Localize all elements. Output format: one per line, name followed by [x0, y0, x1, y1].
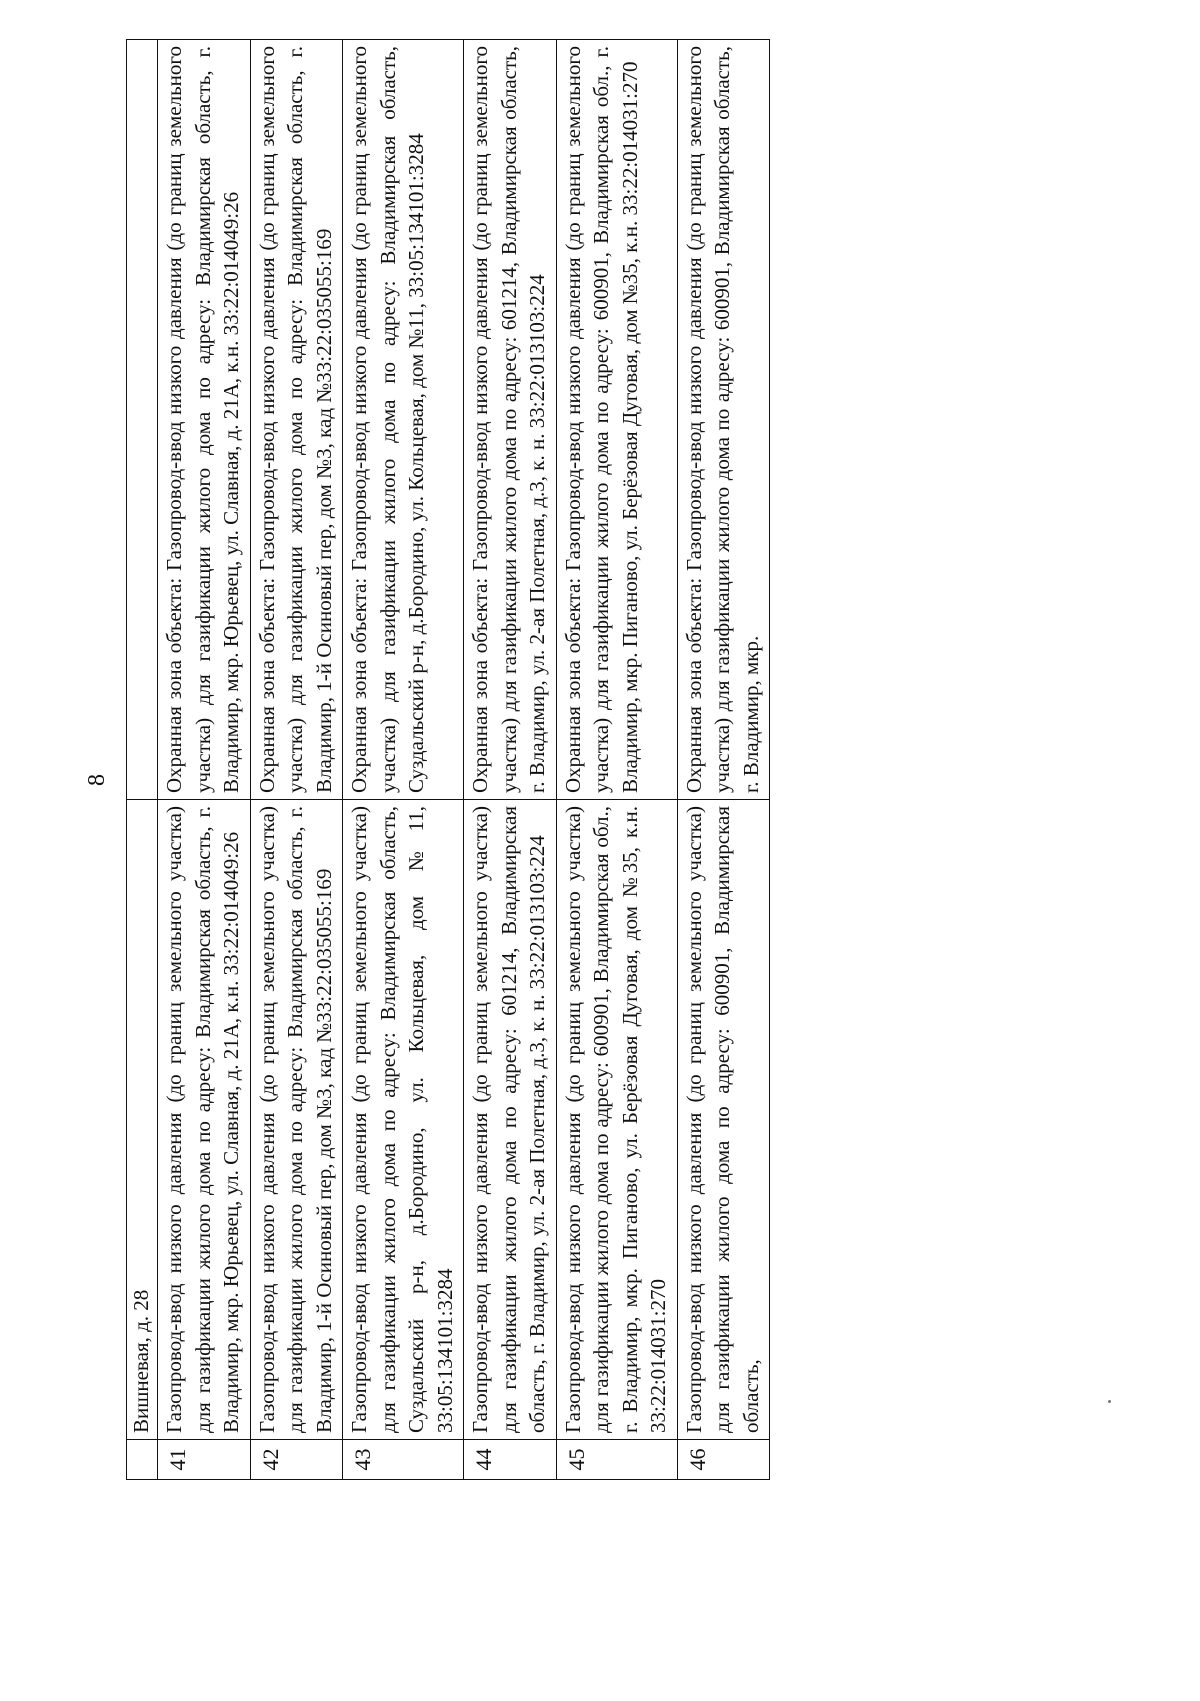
row-number-cell: 42 [250, 1440, 343, 1480]
row-number-cell: 44 [464, 1440, 557, 1480]
protection-zone-cell: Охранная зона объекта: Газопровод-ввод низкого давления (до границ земельного участка) для газификации жилого дома по адресу: Владимирская область, г. Владимир, 1-й Осиновый пер, дом №3, кад №33:22:035055:169 [250, 40, 343, 800]
protection-zone-cell: Охранная зона объекта: Газопровод-ввод низкого давления (до границ земельного участка) для газификации жилого дома по адресу: Владимирская область, г. Владимир, мкр. Юрьевец, ул. Славная, д. 21А, к.н. 33:22:014049:26 [158, 40, 251, 800]
object-description-cell: Вишневая, д. 28 [127, 800, 158, 1440]
table-row [250, 40, 343, 1480]
table-row [677, 40, 770, 1480]
table-body [127, 40, 770, 1480]
table-row-continuation [127, 40, 158, 1480]
table-row [343, 40, 464, 1480]
table-row [556, 40, 677, 1480]
object-description-cell: Газопровод-ввод низкого давления (до границ земельного участка) для газификации жилого дома по адресу: Владимирская область, Суздальский р-н, д.Бородино, ул. Кольцевая, дом №11, 33:05:134101:3284 [343, 800, 464, 1440]
rotated-scanned-page [80, 0, 1120, 1560]
table-row [464, 40, 557, 1480]
row-number-cell [127, 1440, 158, 1480]
scan-speck [1108, 1400, 1111, 1403]
table-row [158, 40, 251, 1480]
row-number-cell: 45 [556, 1440, 677, 1480]
protection-zone-cell: Охранная зона объекта: Газопровод-ввод низкого давления (до границ земельного участка) для газификации жилого дома по адресу: Владимирская область, Суздальский р-н, д.Бородино, ул. Кольцевая, дом №11, 33:05:134101:3284 [343, 40, 464, 800]
object-description-cell: Газопровод-ввод низкого давления (до границ земельного участка) для газификации жилого дома по адресу: 601214, Владимирская область, г. Владимир, ул. 2-ая Полетная, д.3, к. н. 33:22:013103:224 [464, 800, 557, 1440]
protection-zone-cell: Охранная зона объекта: Газопровод-ввод низкого давления (до границ земельного участка) для газификации жилого дома по адресу: 600901, Владимирская обл., г. Владимир, мкр. Пиганово, ул. Берёзовая Дуговая, дом №35, к.н. 33:22:014031:270 [556, 40, 677, 800]
protection-zone-cell: Охранная зона объекта: Газопровод-ввод низкого давления (до границ земельного участка) для газификации жилого дома по адресу: 601214, Владимирская область, г. Владимир, ул. 2-ая Полетная, д.3, к. н. 33:22:013103:224 [464, 40, 557, 800]
object-description-cell: Газопровод-ввод низкого давления (до границ земельного участка) для газификации жилого дома по адресу: 600901, Владимирская область, [677, 800, 770, 1440]
row-number-cell: 46 [677, 1440, 770, 1480]
object-description-cell: Газопровод-ввод низкого давления (до границ земельного участка) для газификации жилого дома по адресу: Владимирская область, г. Владимир, мкр. Юрьевец, ул. Славная, д. 21А, к.н. 33:22:014049:26 [158, 800, 251, 1440]
gas-pipeline-table [126, 39, 770, 1480]
page-number: 8 [84, 774, 110, 786]
object-description-cell: Газопровод-ввод низкого давления (до границ земельного участка) для газификации жилого дома по адресу: 600901, Владимирская обл., г. Владимир, мкр. Пиганово, ул. Берёзовая Дуговая, дом №35, к.н. 33:22:014031:270 [556, 800, 677, 1440]
protection-zone-cell: Охранная зона объекта: Газопровод-ввод низкого давления (до границ земельного участка) для газификации жилого дома по адресу: 600901, Владимирская область, г. Владимир, мкр. [677, 40, 770, 800]
protection-zone-cell [127, 40, 158, 800]
row-number-cell: 43 [343, 1440, 464, 1480]
row-number-cell: 41 [158, 1440, 251, 1480]
object-description-cell: Газопровод-ввод низкого давления (до границ земельного участка) для газификации жилого дома по адресу: Владимирская область, г. Владимир, 1-й Осиновый пер, дом №3, кад №33:22:035055:169 [250, 800, 343, 1440]
